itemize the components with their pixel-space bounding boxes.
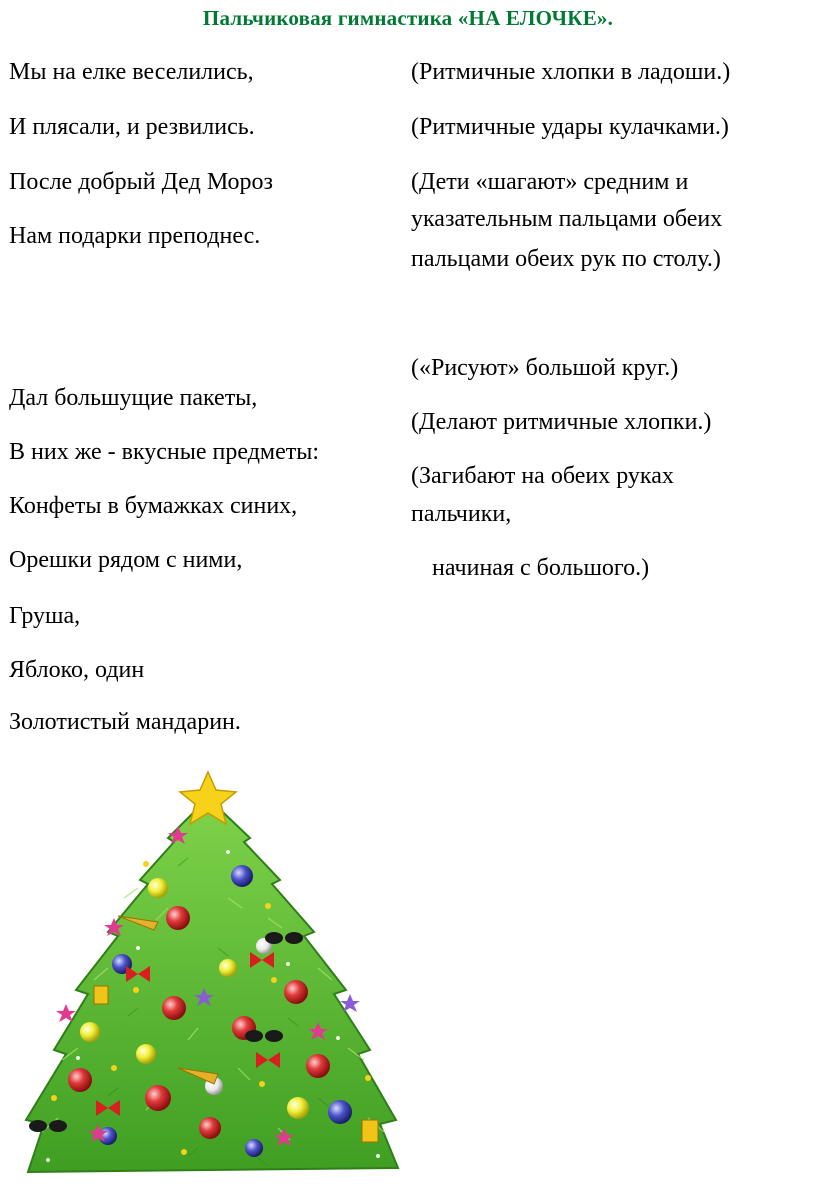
verse-line: Нам подарки преподнес. <box>9 223 261 249</box>
action-line: пальчики, <box>411 501 512 527</box>
christmas-tree-icon <box>18 768 404 1182</box>
verse-line: Орешки рядом с ними, <box>9 547 243 573</box>
action-line: (Загибают на обеих руках <box>411 463 674 489</box>
verse-line: Яблоко, один <box>9 657 145 683</box>
verse-line: В них же - вкусные предметы: <box>9 439 320 465</box>
verse-line: После добрый Дед Мороз <box>9 169 274 195</box>
verse-line: Груша, <box>9 603 81 629</box>
action-line: пальцами обеих рук по столу.) <box>411 246 721 272</box>
verse-line: Конфеты в бумажках синих, <box>9 493 298 519</box>
action-line: (Ритмичные удары кулачками.) <box>411 114 729 140</box>
verse-line: Золотистый мандарин. <box>9 709 241 735</box>
page-title: Пальчиковая гимнастика «НА ЕЛОЧКЕ». <box>202 6 614 30</box>
action-line: начиная с большого.) <box>432 555 650 581</box>
action-line: указательным пальцами обеих <box>411 206 723 232</box>
verse-line: Дал большущие пакеты, <box>9 385 258 411</box>
action-line: (Дети «шагают» средним и <box>411 169 689 195</box>
verse-line: Мы на елке веселились, <box>9 59 254 85</box>
action-line: (Делают ритмичные хлопки.) <box>411 409 712 435</box>
action-line: (Ритмичные хлопки в ладоши.) <box>411 59 731 85</box>
action-line: («Рисуют» большой круг.) <box>411 355 679 381</box>
verse-line: И плясали, и резвились. <box>9 114 255 140</box>
